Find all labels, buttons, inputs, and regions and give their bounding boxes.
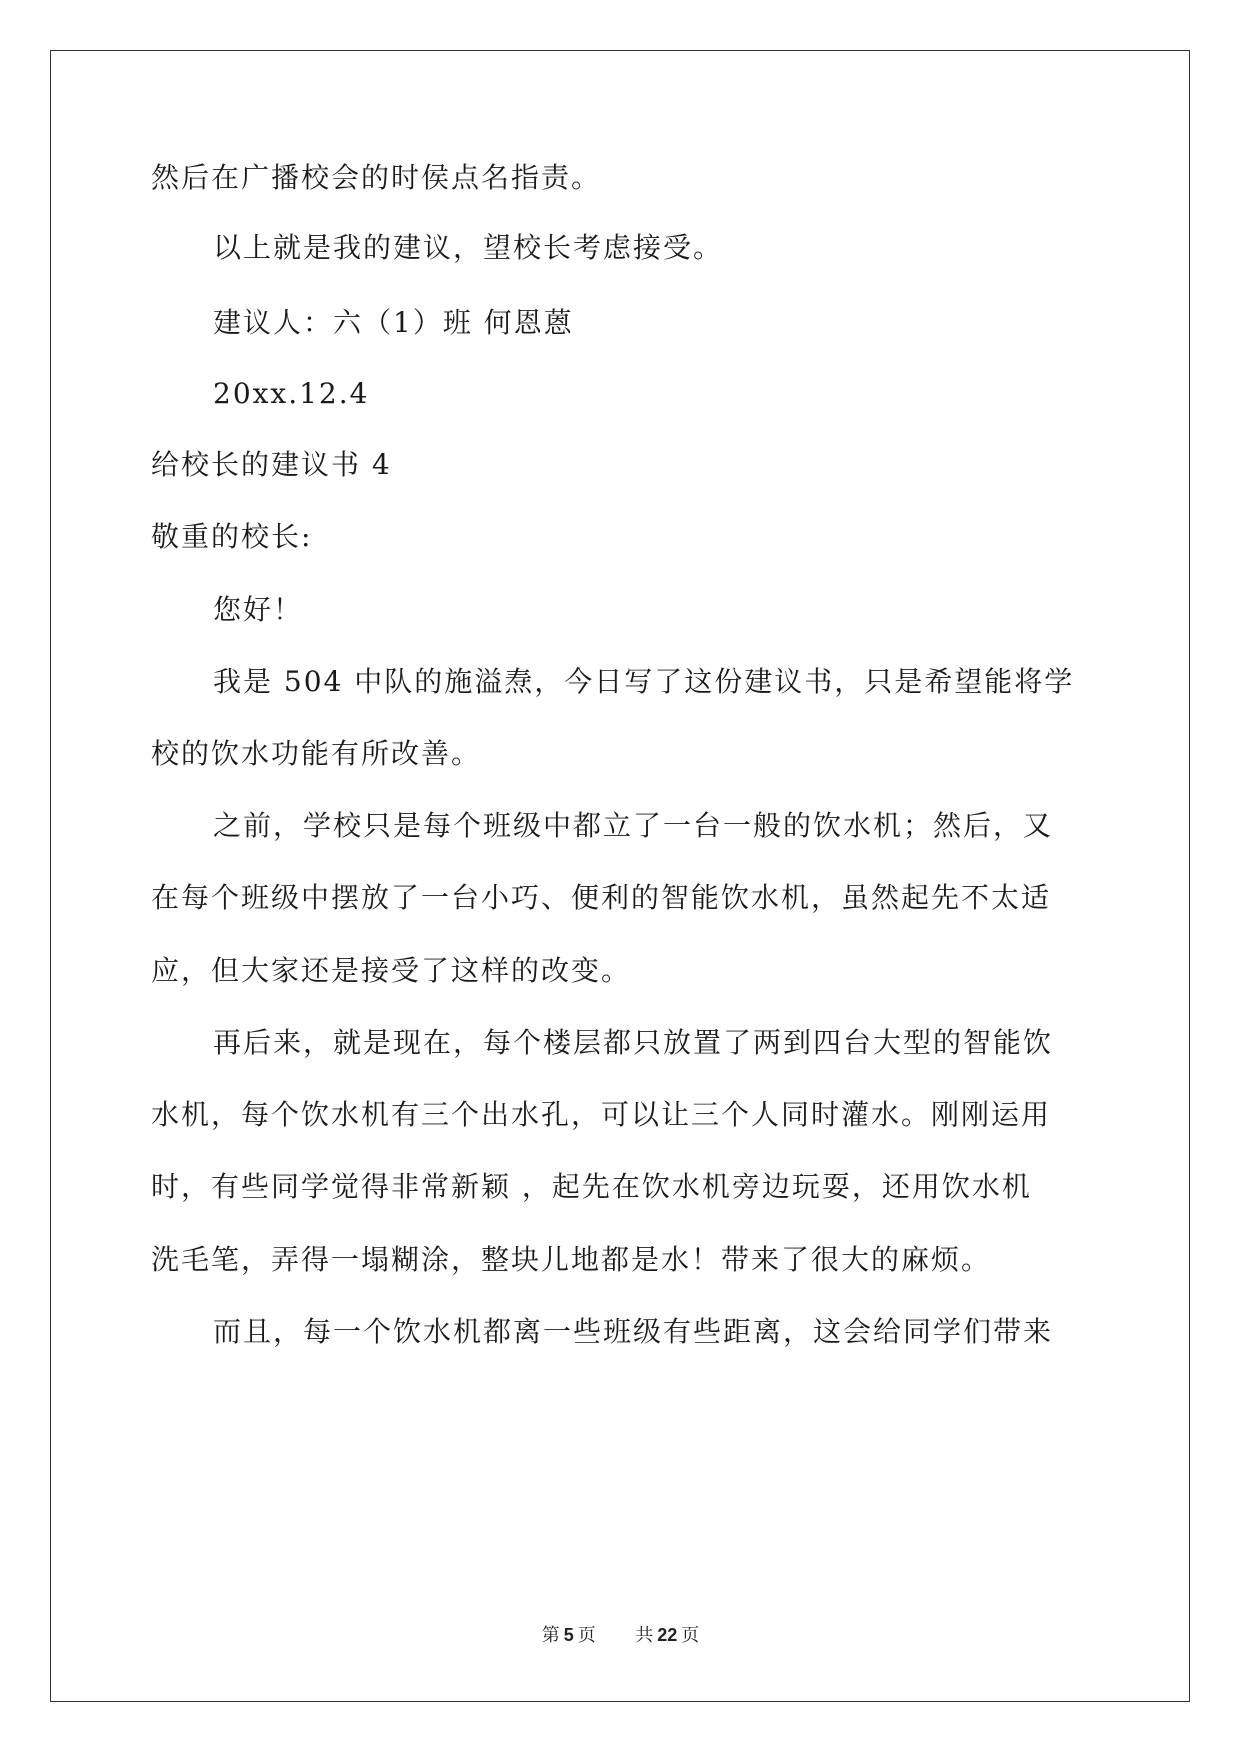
total-prefix: 共: [635, 1625, 654, 1646]
text-line: 应，但大家还是接受了这样的改变。: [151, 954, 632, 987]
page-prefix: 第: [541, 1625, 560, 1646]
greeting: 您好！: [213, 593, 304, 626]
signature-line: 建议人：六（1）班 何恩蒽: [213, 306, 574, 339]
text-line: 在每个班级中摆放了一台小巧、便利的智能饮水机，虽然起先不太适: [151, 881, 1052, 914]
text-line: 再后来，就是现在，每个楼层都只放置了两到四台大型的智能饮: [213, 1026, 1054, 1059]
text-line: 水机，每个饮水机有三个出水孔，可以让三个人同时灌水。刚刚运用: [151, 1098, 1052, 1131]
text-line: 洗毛笔，弄得一塌糊涂，整块儿地都是水！带来了很大的麻烦。: [151, 1243, 992, 1276]
text-line: 我是 504 中队的施溢焘，今日写了这份建议书，只是希望能将学: [213, 665, 1075, 698]
salutation: 敬重的校长:: [151, 520, 313, 553]
date-line: 20xx.12.4: [213, 377, 370, 410]
text-line: 以上就是我的建议，望校长考虑接受。: [213, 231, 724, 264]
page-footer: [0, 1623, 1241, 1648]
text-line: 时，有些同学觉得非常新颖 ，起先在饮水机旁边玩耍，还用饮水机: [151, 1170, 1032, 1203]
page-border: [50, 50, 1190, 1702]
page-suffix: 页: [577, 1625, 596, 1646]
page-number: 5: [563, 1625, 574, 1645]
total-suffix: 页: [681, 1625, 700, 1646]
total-pages: 22: [657, 1625, 678, 1645]
text-line: 之前，学校只是每个班级中都立了一台一般的饮水机；然后，又: [213, 809, 1054, 842]
text-line: 校的饮水功能有所改善。: [151, 737, 482, 770]
text-line: 然后在广播校会的时侯点名指责。: [151, 161, 602, 194]
section-title: 给校长的建议书 4: [151, 448, 392, 481]
text-line: 而且，每一个饮水机都离一些班级有些距离，这会给同学们带来: [213, 1315, 1054, 1348]
